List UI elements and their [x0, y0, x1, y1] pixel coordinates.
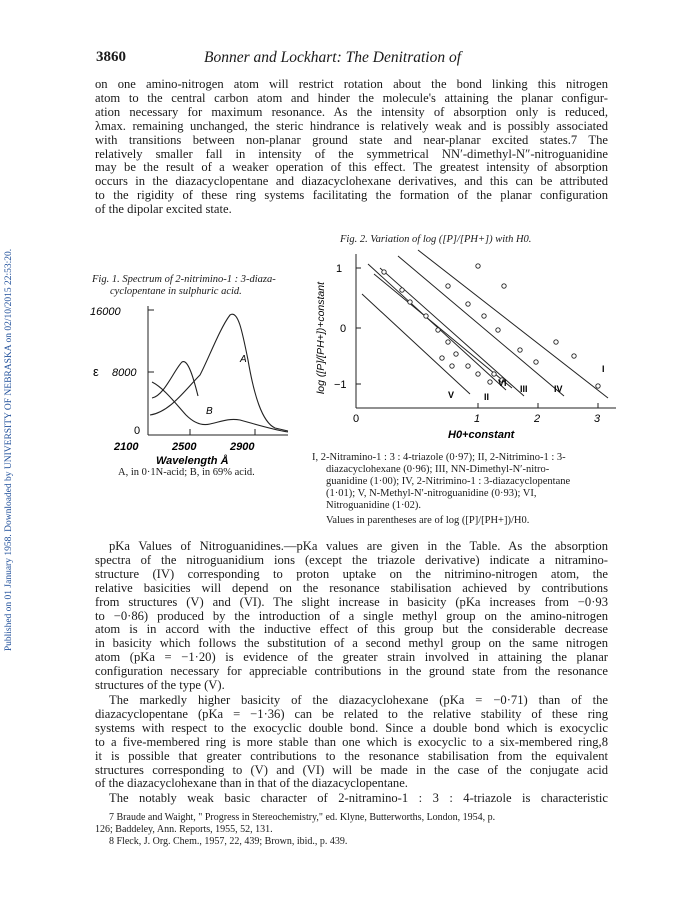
data-point [496, 328, 500, 332]
diaza-paragraph [95, 694, 608, 791]
text-line: configuration necessary for appreciable contributions in the ground state from the resonance [95, 664, 608, 679]
fig1-curve-label-a: A [240, 354, 247, 365]
data-point [408, 300, 412, 304]
fig2-legend-line: I, 2-Nitramino-1 : 3 : 4-triazole (0·97); II, 2-Nitrimino-1 : 3- [312, 452, 566, 463]
fig1-ytick-0: 0 [134, 425, 141, 437]
data-point [446, 340, 450, 344]
data-point [476, 264, 480, 268]
fig2-points [382, 264, 600, 388]
intro-paragraph [95, 78, 608, 217]
text-line: of the dipolar excited state. [95, 202, 232, 217]
fig2-xlabel: H0+constant [448, 429, 515, 441]
data-point [502, 284, 506, 288]
data-point [382, 270, 386, 274]
data-point [476, 372, 480, 376]
footnote-line: 8 Fleck, J. Org. Chem., 1957, 22, 439; Brown, ibid., p. 439. [109, 836, 348, 847]
data-point [440, 356, 444, 360]
text-line: atom is in accord with the inductive effect of this group but the considerable decrease [95, 622, 608, 637]
fig1-xtick-2100: 2100 [114, 441, 139, 453]
fig2-legend-line: diazacyclohexane (0·96); III, NN-Dimethyl-N′-nitro- [326, 464, 550, 475]
data-point [454, 352, 458, 356]
data-point [436, 328, 440, 332]
text-line: structures of the type (V). [95, 678, 225, 693]
footnote-line: 7 Braude and Waight, " Progress in Stereochemistry," ed. Klyne, Butterworths, London, 1954, p. [109, 812, 496, 823]
footnote-line: 126; Baddeley, Ann. Reports, 1955, 52, 131. [95, 824, 273, 835]
fig1-caption-line: cyclopentane in sulphuric acid. [110, 286, 242, 297]
fig2-xtick-0: 0 [353, 413, 360, 425]
footnotes [95, 812, 608, 848]
data-point [482, 314, 486, 318]
data-point [446, 284, 450, 288]
text-line: relatively smaller fall in intensity of the symmetrical NN′-dimethyl-N″-nitroguanidine [95, 146, 608, 161]
text-line: atom to the central carbon atom and hinder the molecule's attaining the planar configur- [95, 90, 608, 105]
fig2-line-label-vi: VI [498, 378, 507, 388]
fig2-line-label-ii: II [484, 392, 490, 402]
text-line: from structures (V) and (VI). The slight increase in basicity (pKa increases from −0·93 [95, 594, 608, 609]
text-line: ation necessary for maximum resonance. As the intensity of absorption only is reduced, [95, 104, 608, 119]
text-line: may be the result of a weaker operation of this effect. The greatest intensity of absorption [95, 160, 608, 175]
text-line: The notably weak basic character of 2-nitramino-1 : 3 : 4-triazole is characteristic [109, 791, 608, 805]
pka-paragraph [95, 540, 608, 693]
text-line: The markedly higher basicity of the diazacyclohexane (pKa = −0·71) than of the [109, 693, 608, 707]
fig2-line-label-iv: IV [554, 384, 563, 394]
fig1-ylabel: ε [93, 364, 99, 379]
fig2-line-label-i: I [602, 364, 605, 374]
text-line: on one amino-nitrogen atom will restrict rotation about the bond linking this nitrogen [95, 77, 608, 91]
fig1-curve-b-peak [152, 362, 198, 398]
fig2-ytick-m1: −1 [334, 379, 347, 391]
text-line: to a five-membered ring is more stable than one which is exocyclic to a six-membered ring,8 [95, 734, 608, 749]
text-line: pKa Values of Nitroguanidines.—pKa values are given in the Table. As the absorption [109, 539, 608, 553]
text-line: of the diazacyclohexane than in that of the diazacyclopentane. [95, 776, 408, 791]
running-title: Bonner and Lockhart: The Denitration of [204, 49, 462, 66]
fig1-xlabel: Wavelength Å [156, 455, 229, 467]
fig2-line-iv [398, 256, 564, 396]
text-line: atom (pKa = −1·20) is evidence of the greater strain involved in attaining the planar [95, 650, 608, 665]
fig2-log-chart [298, 246, 618, 446]
fig1-spectrum-chart [90, 300, 305, 480]
fig1-xtick-2500: 2500 [172, 441, 197, 453]
text-line: spectra of the nitroguanidium ions (except the triazole derivative) indicate a nitramino- [95, 552, 608, 567]
data-point [450, 364, 454, 368]
fig2-line-label-v: V [448, 390, 455, 400]
text-line: systems with respect to the exocyclic double bond. Since a double bond which is exocyclic [95, 720, 608, 735]
fig2-ylabel: log ([P]/[PH+])+constant [315, 281, 327, 395]
data-point [466, 364, 470, 368]
fig2-line-ii [368, 264, 506, 390]
download-watermark [2, 60, 16, 840]
text-line: to the rigidity of these ring systems facilitating the formation of the planar configuration [95, 188, 608, 203]
data-point [488, 380, 492, 384]
fig2-line-label-iii: III [520, 384, 528, 394]
download-watermark-text: Published on 01 January 1958. Downloaded by UNIVERSITY OF NEBRASKA on 02/10/2015 22:53:20. [4, 248, 14, 652]
fig1-caption [92, 274, 276, 298]
text-line: diazacyclopentane (pKa = −1·36) can be related to the relative stability of these ring [95, 706, 608, 721]
fig1-caption-line: Fig. 1. Spectrum of 2-nitrimino-1 : 3-diaza- [92, 274, 276, 285]
data-point [492, 372, 496, 376]
fig1-subcaption: A, in 0·1N-acid; B, in 69% acid. [118, 467, 255, 478]
text-line: occurs in the diazacyclopentane and diazacyclohexane derivatives, and this can be attributed [95, 174, 608, 189]
data-point [424, 314, 428, 318]
text-line: λmax. remaining unchanged, the steric hindrance is relatively weak and is possibly associated [95, 118, 608, 133]
fig2-xtick-3: 3 [594, 413, 601, 425]
fig2-caption: Fig. 2. Variation of log ([P]/[PH+]) with H0. [340, 234, 532, 245]
data-point [466, 302, 470, 306]
fig2-ytick-1: 1 [336, 263, 343, 275]
fig2-ytick-0: 0 [340, 323, 347, 335]
text-line: with transitions between non-planar ground state and near-planar excited states.7 The [95, 132, 608, 147]
text-line: structure (IV) corresponding to proton uptake on the nitrimino-nitrogen atom, the [95, 566, 608, 581]
fig2-legend-line: (1·01); V, N-Methyl-N′-nitroguanidine (0·93); VI, [326, 488, 537, 499]
data-point [518, 348, 522, 352]
data-point [596, 384, 600, 388]
fig1-xtick-2900: 2900 [230, 441, 255, 453]
text-line: relative basicities will depend on the resonance stabilisation achieved by contributions [95, 580, 608, 595]
text-line: it is possible that greater contributions to the resonance stabilisation from the equivalent [95, 748, 608, 763]
fig1-curve-label-b: B [206, 406, 213, 417]
fig1-curve-b [152, 382, 288, 432]
fig2-legend-note: Values in parentheses are of log ([P]/[PH+])/H0. [326, 515, 530, 526]
data-point [400, 288, 404, 292]
fig1-ytick-16000: 16000 [90, 306, 121, 318]
fig2-line-i [418, 250, 608, 398]
fig2-xtick-2: 2 [534, 413, 541, 425]
triazole-paragraph [95, 792, 608, 806]
fig1-curve-a [150, 314, 288, 431]
data-point [572, 354, 576, 358]
fig2-xtick-1: 1 [474, 413, 481, 425]
page-number: 3860 [96, 49, 126, 65]
fig1-ytick-8000: 8000 [112, 367, 137, 379]
fig2-legend [312, 452, 608, 527]
data-point [534, 360, 538, 364]
text-line: structures corresponding to (V) and (VI) will be made in the case of the conjugate acid [95, 762, 608, 777]
fig2-legend-line: guanidine (1·00); IV, 2-Nitrimino-1 : 3-diazacyclopentane [326, 476, 571, 487]
data-point [554, 340, 558, 344]
fig2-line-vi [374, 274, 512, 388]
text-line: to −0·86) produced by the introduction of a single methyl group on the amino-nitrogen [95, 608, 608, 623]
text-line: in basicity which follows the substitution of a second methyl group on the same nitrogen [95, 636, 608, 651]
fig2-legend-line: Nitroguanidine (1·02). [326, 500, 422, 511]
